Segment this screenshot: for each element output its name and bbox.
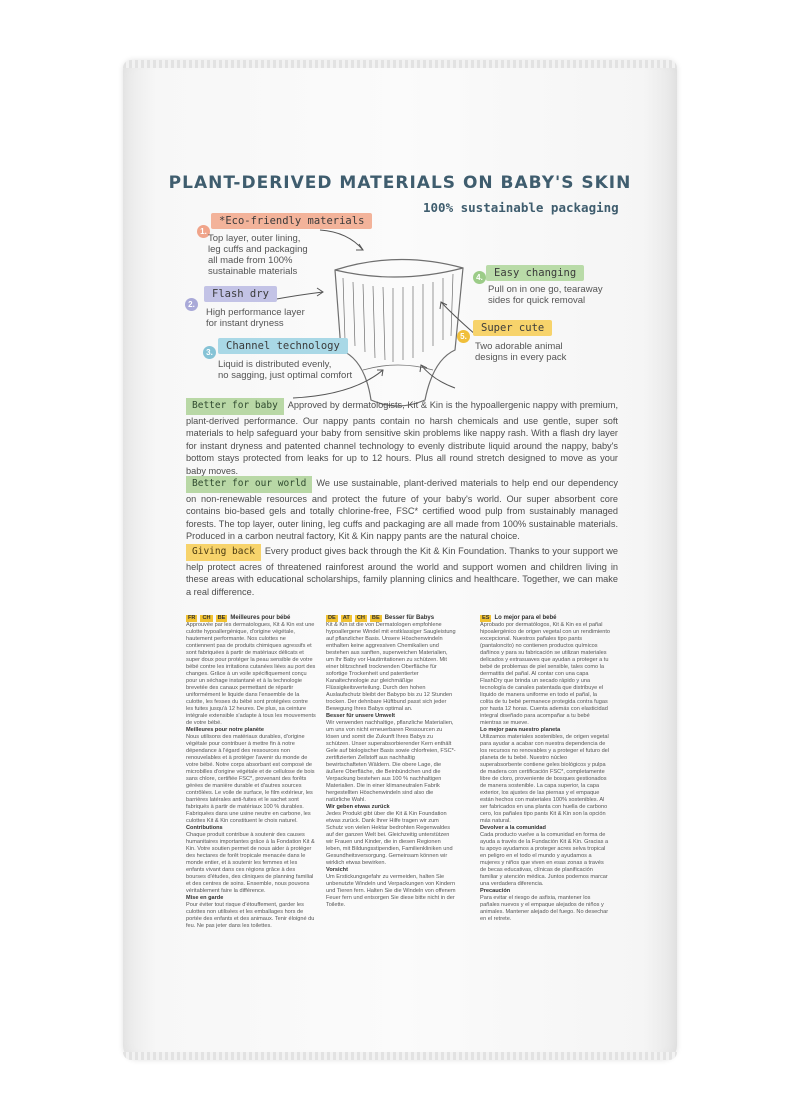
paragraph-tag: Better for our world: [186, 476, 312, 493]
paragraph-better-for-our-world: Better for our world We use sustainable, plant-derived materials to help end our dependency on non-renewable resources and protect the future of your baby's world. Our super absorbent core contains bio-based gels and totally chlorine-free, FSC* certified wood pulp from sustainably managed forests. The top layer, outer lining, leg cuffs and packaging are all made from 100% sustainable materials. Produced in a carbon neutral factory, Kit & Kin nappy pants are the natural choice.: [186, 478, 618, 542]
feature-4-tag: Easy changing: [486, 265, 584, 281]
feature-5-tag: Super cute: [473, 320, 552, 336]
paragraph-tag: Giving back: [186, 544, 261, 561]
column-french: FR CH BE Meilleures pour bébé Approuvée par les dermatologues, Kit & Kin est une culotte hypoallergénique, d'origine végétale, hautement performante. Nos culottes ne contiennent pas de produits chimiques agressifs et sont fabriquées à partir de matériaux délicats et super doux pour protéger la peau sensible de votre bébé contre les irritations cutanées liées au port des changes. Grâce à un voile spécifiquement conçu pour un séchage instantané et à la technologie brevetée des canaux permettant de répartir uniformément le liquide dans l'ensemble de la culotte, les fesses du bébé sont protégées contre les fuites jusqu'à 12 heures. De plus, sa ceinture intégrale extensible s'adapte à tous les mouvements de votre bébé. Meilleures pour notre planète Nous utilisons des matériaux durables, d'origine végétale pour contribuer à mettre fin à notre dépendance à l'égard des ressources non renouvelables et à protéger l'avenir du monde de votre bébé. Notre corps absorbant est composé de microbilles d'origine végétale et de cellulose de bois sans chlore, certifiée FSC*, provenant des forêts gérées de manière durable et d'autres sources contrôlées. Le voile de surface, le film extérieur, les barrières latérales anti-fuites et le sachet sont fabriqués à partir de matériaux 100 % durables. Fabriquées dans une usine neutre en carbone, les culottes Kit & Kin constituent le choix naturel. Contributions Chaque produit contribue à soutenir des causes humanitaires importantes grâce à la Fondation Kit & Kin. Votre soutien permet de nous aider à protéger des hectares de forêt tropicale menacée dans le monde entier, et à soutenir les femmes et les enfants vivant dans ces régions grâce à des bourses d'études, des cliniques de planning familial et des centres de soins. Ensemble, nous pouvons véritablement faire la différence. Mise en garde Pour éviter tout risque d'étouffement, garder les culottes non utilisées et les emballages hors de portée des enfants et des animaux. Tenir éloigné du feu. Ne pas jeter dans les toilettes.: [186, 615, 316, 929]
pack-subtitle: 100% sustainable packaging: [423, 200, 619, 215]
feature-4-text: Pull on in one go, tearaway sides for quick removal: [488, 284, 603, 306]
feature-5-number: 5.: [457, 330, 470, 343]
pack-bottom-seam: [123, 1052, 677, 1060]
feature-3-tag: Channel technology: [218, 338, 348, 354]
nappy-pack: [123, 60, 677, 1060]
feature-2-tag: Flash dry: [204, 286, 277, 302]
feature-1-number: 1.: [197, 225, 210, 238]
feature-2-text: High performance layer for instant dryness: [206, 307, 305, 329]
column-german: DE AT CH BE Besser für Babys Kit & Kin ist die von Dermatologen empfohlene hypoallergene Windel mit erstklassiger Saugleistung auf pflanzlicher Basis. Unsere Höschenwindeln enthalten keine aggressiven Chemikalien und bestehen aus sanften, superweichen Materialien, um Ihr Baby vor Hautirritationen zu schützen. Mit einer blitzschnell trocknenden Oberfläche für sofortige Trockenheit und patentierter Kanaltechnologie zur gleichmäßige Flüssigkeitsverteilung. Durch den hohen Auslaufschutz bleibt der Babypo bis zu 12 Stunden trocken. Der dehnbare Hüftbund passt sich jeder Bewegung Ihres Babys optimal an. Besser für unsere Umwelt Wir verwenden nachhaltige, pflanzliche Materialien, um uns von nicht erneuerbaren Ressourcen zu lösen und somit die Zukunft Ihres Babys zu schützen. Unser superabsorbierender Kern enthält Gele auf biologischer Basis sowie chlorfreien, FSC*-zertifizierten Zellstoff aus nachhaltig bewirtschafteten Wäldern. Die obere Lage, die äußere Oberfläche, die Beinbündchen und die Verpackung bestehen aus 100 % nachhaltigen Materialien. Die in einer klimaneutralen Fabrik hergestellten Höschenwindeln sind also die natürliche Wahl. Wir geben etwas zurück Jedes Produkt gibt über die Kit & Kin Foundation etwas zurück. Dank Ihrer Hilfe tragen wir zum Schutz von vielen Hektar bedrohten Regenwaldes auf der ganzen Welt bei. Gleichzeitig unterstützen wir Frauen und Kinder, die in diesen Regionen leben, mit Bildungsstipendien, Familienkliniken und Gesundheitsversorgung. Gemeinsam können wir wirklich etwas bewirken. Vorsicht Um Erstickungsgefahr zu vermeiden, halten Sie unbenutzte Windeln und Verpackungen von Kindern und Tieren fern. Halten Sie die Windeln von offenem Feuer fern und entsorgen Sie diese bitte nicht in der Toilette.: [326, 615, 456, 908]
feature-1-tag: *Eco-friendly materials: [211, 213, 372, 229]
pack-top-seam: [123, 60, 677, 68]
paragraph-tag: Better for baby: [186, 398, 284, 415]
feature-3-number: 3.: [203, 346, 216, 359]
feature-5-text: Two adorable animal designs in every pack: [475, 341, 567, 363]
paragraph-better-for-baby: Better for baby Approved by dermatologists, Kit & Kin is the hypoallergenic nappy with premium, plant-derived performance. Our nappy pants contain no harsh chemicals and use gentle, super soft materials to help safeguard your baby from sensitive skin problems like nappy rash. With a flash dry layer for instant dryness and patented channel technology to evenly distribute liquid around the nappy, baby's bottom stays protected from leaks for up to 12 hours. Plus all round stretch designed to move as your baby moves.: [186, 400, 618, 476]
feature-3-text: Liquid is distributed evenly, no sagging, just optimal comfort: [218, 359, 353, 381]
column-spanish: ES Lo mejor para el bebé Aprobado por dermatólogos, Kit & Kin es el pañal hipoalergénico de origen vegetal con un rendimiento excepcional. Nuestros pañales tipo pants (pantaloncito) no contienen productos químicos dañinos y para su fabricación se utilizan materiales delicados y extrasuaves que ayudan a proteger a tu bebé de problemas de piel sensible, tales como la dermatitis del pañal. Al contar con una capa FlashDry que brinda un secado rápido y una tecnología de canales patentada que distribuye el líquido de manera uniforme en todo el pañal, la colita de tu bebé permanece protegida contra fugas por hasta 12 horas. Cuenta además con elasticidad integral diseñado para acompañar a tu bebé mientras se mueve. Lo mejor para nuestro planeta Utilizamos materiales sostenibles, de origen vegetal para ayudar a acabar con nuestra dependencia de los recursos no renovables y a proteger el futuro del planeta de tu bebé. Nuestro núcleo superabsorbente contiene geles biológicos y pulpa de madera con certificación FSC*, completamente libre de cloro, proveniente de bosques gestionados de manera sostenible. La capa superior, la capa exterior, los ajustes de las piernas y el empaque están hechos con materiales 100% sostenibles. Al ser fabricados en una planta con huella de carbono cero, los pañales tipo pants Kit & Kin son la opción más natural. Devolver a la comunidad Cada producto vuelve a la comunidad en forma de ayuda a través de la Fundación Kit & Kin. Gracias a tu apoyo ayudamos a proteger acres selva tropical en peligro en el todo el mundo y ayudamos a mujeres y niños que viven en esas zonas a través de becas educativas, clínicas de planificación familiar y atención médica. Juntos podemos marcar una verdadera diferencia. Precaución Para evitar el riesgo de asfixia, mantener los pañales nuevos y el empaque alejados de niños y animales. Mantener alejado del fuego. No desechar en el retrete.: [480, 615, 610, 922]
feature-4-number: 4.: [473, 271, 486, 284]
feature-2-number: 2.: [185, 298, 198, 311]
pack-title: PLANT-DERIVED MATERIALS ON BABY'S SKIN: [168, 173, 632, 193]
feature-1-text: Top layer, outer lining, leg cuffs and packaging all made from 100% sustainable materials: [208, 233, 308, 277]
paragraph-giving-back: Giving back Every product gives back through the Kit & Kin Foundation. Thanks to your support we help protect acres of threatened rainforest around the world and support women and children living in these areas with educational scholarships, family planning clinics and healthcare. Together, we can make a real difference.: [186, 546, 618, 597]
